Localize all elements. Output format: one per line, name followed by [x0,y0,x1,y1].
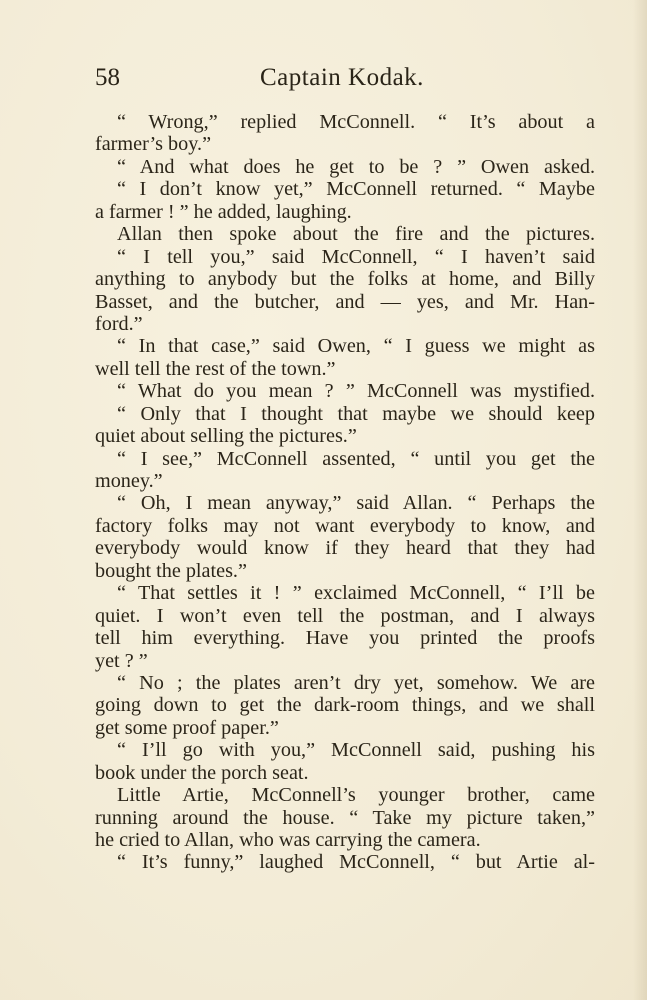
text-line: get some proof paper.” [95,716,279,739]
text-line: “ Oh, I mean anyway,” said Allan. “ Perhaps the [117,492,595,515]
text-line: ford.” [95,312,143,335]
page-header [95,60,595,100]
text-line: going down to get the dark-room things, and we shall [95,694,595,717]
text-line: “ And what does he get to be ? ” Owen asked. [117,155,595,178]
text-line: bought the plates.” [95,559,247,582]
text-line: “ I don’t know yet,” McConnell returned. “ Maybe [117,178,595,201]
text-line: “ I see,” McConnell assented, “ until you get the [117,447,595,470]
text-line: quiet about selling the pictures.” [95,425,357,448]
text-line: Basset, and the butcher, and — yes, and Mr. Han- [95,290,595,313]
text-line: Little Artie, McConnell’s younger brother, came [117,784,595,807]
text-line: farmer’s boy.” [95,133,212,156]
text-line: “ It’s funny,” laughed McConnell, “ but Artie al- [117,851,595,874]
text-line: he cried to Allan, who was carrying the camera. [95,829,481,851]
running-head: Captain Kodak. [260,64,424,91]
text-line: tell him everything. Have you printed the proofs [95,627,595,650]
text-line: everybody would know if they heard that they had [95,537,595,560]
text-line: “ In that case,” said Owen, “ I guess we might as [117,335,595,358]
text-line: book under the porch seat. [95,761,309,784]
text-line: money.” [95,470,163,492]
text-line: Allan then spoke about the fire and the pictures. [117,223,595,246]
body-text [95,111,595,874]
page-number: 58 [95,64,120,91]
text-line: yet ? ” [95,649,148,672]
text-line: “ No ; the plates aren’t dry yet, somehow. We are [117,671,595,694]
text-line: quiet. I won’t even tell the postman, and I always [95,604,595,627]
text-line: a farmer ! ” he added, laughing. [95,200,352,223]
text-line: “ Only that I thought that maybe we should keep [117,402,595,425]
text-line: “ I’ll go with you,” McConnell said, pushing his [117,739,595,762]
text-line: “ What do you mean ? ” McConnell was mystified. [117,380,595,403]
text-line: “ I tell you,” said McConnell, “ I haven’t said [117,245,595,268]
text-line: well tell the rest of the town.” [95,357,336,380]
text-line: running around the house. “ Take my picture taken,” [95,806,595,829]
page-edge-shadow [633,0,647,1000]
text-line: factory folks may not want everybody to know, and [95,514,595,537]
text-line: “ That settles it ! ” exclaimed McConnell, “ I’ll be [117,582,595,605]
text-line: “ Wrong,” replied McConnell. “ It’s about a [117,111,595,133]
text-line: anything to anybody but the folks at home, and Billy [95,268,595,291]
